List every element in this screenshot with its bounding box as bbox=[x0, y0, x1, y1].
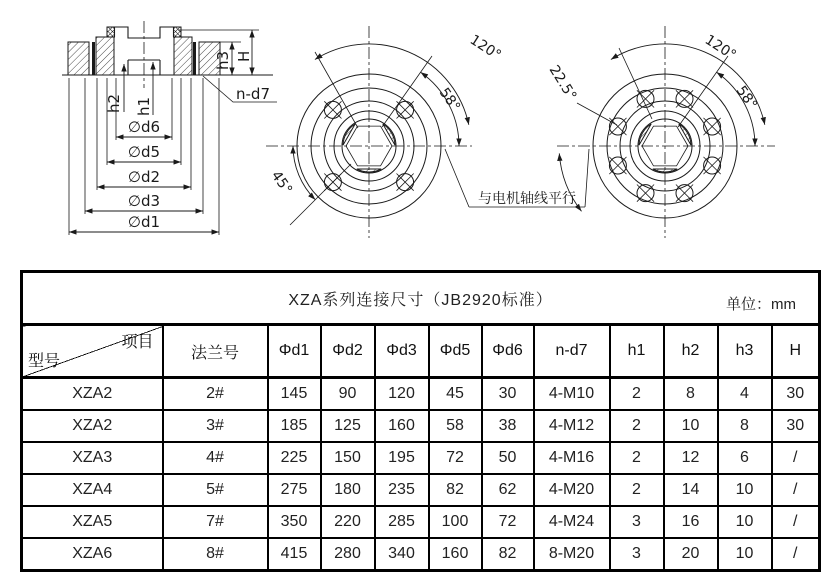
cell: 8# bbox=[163, 538, 268, 571]
cell: 8-M20 bbox=[534, 538, 610, 571]
cell: 58 bbox=[429, 410, 482, 442]
cell: 100 bbox=[429, 506, 482, 538]
cell: 275 bbox=[268, 474, 321, 506]
model-cell: XZA5 bbox=[22, 506, 163, 538]
cell: 7# bbox=[163, 506, 268, 538]
flange-front-view-8bolt bbox=[546, 26, 775, 238]
cell: 30 bbox=[772, 410, 820, 442]
cell: 160 bbox=[429, 538, 482, 571]
col-header-d1: Φd1 bbox=[268, 325, 321, 378]
col-header-h1: h1 bbox=[610, 325, 664, 378]
cell: 2# bbox=[163, 378, 268, 411]
cell: 415 bbox=[268, 538, 321, 571]
angle-label-120: 120° bbox=[466, 31, 504, 64]
cell: 160 bbox=[375, 410, 429, 442]
angle-label-58: 58° bbox=[732, 83, 761, 113]
cell: 8 bbox=[718, 410, 772, 442]
dim-label-d6: ∅d6 bbox=[127, 118, 161, 136]
table-title-row bbox=[22, 272, 820, 325]
col-header-h2: h2 bbox=[664, 325, 718, 378]
cell: / bbox=[772, 506, 820, 538]
angle-label-120: 120° bbox=[701, 31, 739, 64]
angle-label-22-5: 22.5° bbox=[545, 62, 580, 104]
dim-label-h2: h2 bbox=[105, 93, 123, 113]
technical-drawings bbox=[0, 0, 835, 268]
dim-label-d1: ∅d1 bbox=[127, 213, 161, 231]
cell: 3# bbox=[163, 410, 268, 442]
dim-label-n-d7: n-d7 bbox=[236, 85, 270, 103]
cell: 14 bbox=[664, 474, 718, 506]
cell: / bbox=[772, 538, 820, 571]
col-header-H: H bbox=[772, 325, 820, 378]
cell: 225 bbox=[268, 442, 321, 474]
cell: 10 bbox=[664, 410, 718, 442]
dim-label-H: H bbox=[235, 50, 253, 62]
cell: 120 bbox=[375, 378, 429, 411]
cell: 2 bbox=[610, 378, 664, 411]
cell: 5# bbox=[163, 474, 268, 506]
cell: 62 bbox=[482, 474, 534, 506]
page-title: XZA系列连接尺寸（JB2920标准） bbox=[288, 291, 553, 309]
cell: / bbox=[772, 442, 820, 474]
corner-label-model: 型号 bbox=[28, 353, 61, 370]
cell: 3 bbox=[610, 506, 664, 538]
cell: 45 bbox=[429, 378, 482, 411]
dim-label-d3: ∅d3 bbox=[127, 192, 161, 210]
cell: 16 bbox=[664, 506, 718, 538]
angle-label-58: 58° bbox=[435, 85, 464, 115]
cell: 8 bbox=[664, 378, 718, 411]
model-cell: XZA4 bbox=[22, 474, 163, 506]
cell: 10 bbox=[718, 506, 772, 538]
cell: 145 bbox=[268, 378, 321, 411]
table-row bbox=[22, 378, 820, 411]
cell: 2 bbox=[610, 474, 664, 506]
cell: 195 bbox=[375, 442, 429, 474]
col-header-nd7: n-d7 bbox=[534, 325, 610, 378]
title-cell bbox=[22, 272, 820, 325]
cell: 72 bbox=[429, 442, 482, 474]
cell: 3 bbox=[610, 538, 664, 571]
cell: 10 bbox=[718, 474, 772, 506]
table-row bbox=[22, 442, 820, 474]
table-row bbox=[22, 410, 820, 442]
cell: 82 bbox=[482, 538, 534, 571]
cell: 38 bbox=[482, 410, 534, 442]
col-header-d3: Φd3 bbox=[375, 325, 429, 378]
corner-header-cell bbox=[22, 325, 163, 378]
cell: 4-M20 bbox=[534, 474, 610, 506]
cell: 340 bbox=[375, 538, 429, 571]
cell: 285 bbox=[375, 506, 429, 538]
cell: 30 bbox=[772, 378, 820, 411]
cell: 185 bbox=[268, 410, 321, 442]
cell: 4-M12 bbox=[534, 410, 610, 442]
spec-table bbox=[20, 270, 821, 572]
table-row bbox=[22, 506, 820, 538]
cell: 50 bbox=[482, 442, 534, 474]
dim-label-h1: h1 bbox=[135, 96, 153, 116]
flange-front-view-4bolt bbox=[266, 26, 504, 238]
cell: 4-M16 bbox=[534, 442, 610, 474]
table-header-row bbox=[22, 325, 820, 378]
cell: 4 bbox=[718, 378, 772, 411]
col-header-h3: h3 bbox=[718, 325, 772, 378]
angle-label-45: 45° bbox=[267, 168, 296, 198]
flange-section-view bbox=[62, 21, 277, 235]
cell: 235 bbox=[375, 474, 429, 506]
motor-axis-note bbox=[445, 149, 589, 207]
cell: 280 bbox=[321, 538, 375, 571]
table-row bbox=[22, 538, 820, 571]
model-cell: XZA6 bbox=[22, 538, 163, 571]
cell: 90 bbox=[321, 378, 375, 411]
cell: 4# bbox=[163, 442, 268, 474]
dim-label-h3: h3 bbox=[214, 50, 232, 70]
cell: 10 bbox=[718, 538, 772, 571]
col-header-flange: 法兰号 bbox=[163, 325, 268, 378]
model-cell: XZA2 bbox=[22, 378, 163, 411]
col-header-d5: Φd5 bbox=[429, 325, 482, 378]
col-header-d6: Φd6 bbox=[482, 325, 534, 378]
unit-label: 单位：mm bbox=[726, 296, 797, 313]
corner-label-item: 项目 bbox=[121, 334, 154, 351]
cell: 20 bbox=[664, 538, 718, 571]
cell: 4-M10 bbox=[534, 378, 610, 411]
cell: 220 bbox=[321, 506, 375, 538]
model-cell: XZA2 bbox=[22, 410, 163, 442]
cell: 2 bbox=[610, 410, 664, 442]
cell: 12 bbox=[664, 442, 718, 474]
cell: 350 bbox=[268, 506, 321, 538]
cell: 150 bbox=[321, 442, 375, 474]
cell: 72 bbox=[482, 506, 534, 538]
col-header-d2: Φd2 bbox=[321, 325, 375, 378]
cell: / bbox=[772, 474, 820, 506]
cell: 4-M24 bbox=[534, 506, 610, 538]
cell: 6 bbox=[718, 442, 772, 474]
cell: 2 bbox=[610, 442, 664, 474]
model-cell: XZA3 bbox=[22, 442, 163, 474]
dim-label-d2: ∅d2 bbox=[127, 168, 161, 186]
note-text: 与电机轴线平行 bbox=[478, 191, 576, 207]
cell: 30 bbox=[482, 378, 534, 411]
table-row bbox=[22, 474, 820, 506]
cell: 125 bbox=[321, 410, 375, 442]
cell: 82 bbox=[429, 474, 482, 506]
dim-label-d5: ∅d5 bbox=[127, 143, 161, 161]
cell: 180 bbox=[321, 474, 375, 506]
